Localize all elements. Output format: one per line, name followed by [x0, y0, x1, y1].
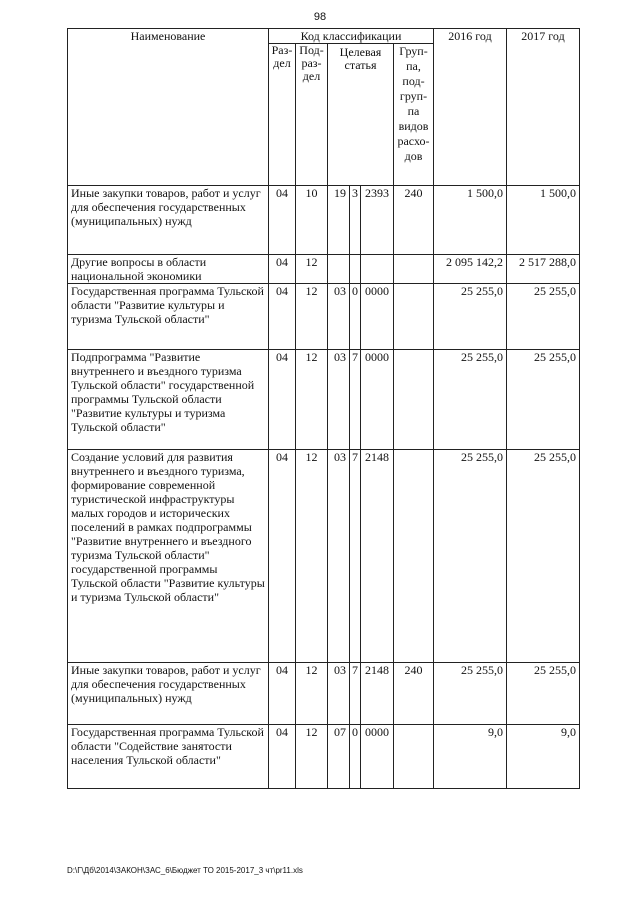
row-expense-group: 240	[394, 663, 434, 725]
row-target-subprogram: 7	[350, 350, 361, 450]
header-target-article: Целевая статья	[328, 44, 394, 186]
row-amount-2017: 25 255,0	[507, 284, 580, 350]
row-section: 04	[269, 255, 296, 284]
table-row	[68, 255, 580, 284]
page-number: 98	[313, 11, 327, 23]
row-expense-group	[394, 725, 434, 789]
header-section: Раз- дел	[269, 44, 296, 186]
row-target-direction	[361, 255, 394, 284]
row-target-subprogram: 0	[350, 284, 361, 350]
row-target-program	[328, 255, 350, 284]
row-amount-2016: 25 255,0	[434, 284, 507, 350]
row-expense-group	[394, 284, 434, 350]
row-amount-2016: 1 500,0	[434, 186, 507, 255]
header-name: Наименование	[68, 29, 269, 186]
row-section: 04	[269, 350, 296, 450]
header-expense-group: Груп- па, под- груп- па видов расхо- дов	[394, 44, 434, 186]
header-year-2017: 2017 год	[507, 29, 580, 186]
table-body	[68, 186, 580, 789]
header-subsection: Под- раз- дел	[296, 44, 328, 186]
row-target-program: 03	[328, 663, 350, 725]
row-name: Другие вопросы в области национальной экономики	[68, 255, 269, 284]
row-amount-2016: 25 255,0	[434, 663, 507, 725]
header-classification: Код классификации	[269, 29, 434, 44]
row-target-direction: 2148	[361, 663, 394, 725]
row-amount-2016: 2 095 142,2	[434, 255, 507, 284]
row-expense-group	[394, 255, 434, 284]
budget-table	[67, 28, 580, 789]
row-target-program: 03	[328, 350, 350, 450]
row-name: Создание условий для развития внутреннего и въездного туризма, формирование современной туристической инфраструктуры малых городов и исторических поселений в рамках подпрограммы "Развитие внутреннего и въездного туризма Тульской области" государственной программы Тульской области "Развитие культуры и туризма Тульской области"	[68, 450, 269, 663]
row-expense-group: 240	[394, 186, 434, 255]
table-row	[68, 725, 580, 789]
row-name: Государственная программа Тульской области "Развитие культуры и туризма Тульской области"	[68, 284, 269, 350]
row-target-direction: 2148	[361, 450, 394, 663]
row-name: Государственная программа Тульской области "Содействие занятости населения Тульской области"	[68, 725, 269, 789]
row-name: Иные закупки товаров, работ и услуг для обеспечения государственных (муниципальных) нужд	[68, 663, 269, 725]
row-subsection: 12	[296, 663, 328, 725]
row-section: 04	[269, 186, 296, 255]
row-target-subprogram: 7	[350, 663, 361, 725]
row-subsection: 12	[296, 255, 328, 284]
row-expense-group	[394, 350, 434, 450]
row-subsection: 12	[296, 725, 328, 789]
row-section: 04	[269, 284, 296, 350]
row-target-direction: 0000	[361, 725, 394, 789]
row-amount-2017: 25 255,0	[507, 450, 580, 663]
row-target-program: 07	[328, 725, 350, 789]
table-row	[68, 450, 580, 663]
row-amount-2017: 2 517 288,0	[507, 255, 580, 284]
row-target-program: 19	[328, 186, 350, 255]
row-target-direction: 0000	[361, 350, 394, 450]
row-target-subprogram	[350, 255, 361, 284]
row-target-subprogram: 3	[350, 186, 361, 255]
table-row	[68, 284, 580, 350]
table-row	[68, 186, 580, 255]
footer-file-path: D:\Г\Дб\2014\ЗАКОН\ЗАС_6\Бюджет ТО 2015-2017_3 чт\pr11.xls	[67, 866, 303, 875]
row-subsection: 12	[296, 284, 328, 350]
row-subsection: 12	[296, 450, 328, 663]
row-amount-2017: 1 500,0	[507, 186, 580, 255]
row-section: 04	[269, 450, 296, 663]
row-amount-2017: 25 255,0	[507, 350, 580, 450]
row-name: Подпрограмма "Развитие внутреннего и въездного туризма Тульской области" государственной программы Тульской области "Развитие культуры и туризма Тульской области"	[68, 350, 269, 450]
row-target-subprogram: 0	[350, 725, 361, 789]
row-amount-2017: 9,0	[507, 725, 580, 789]
row-subsection: 10	[296, 186, 328, 255]
row-target-program: 03	[328, 450, 350, 663]
row-target-subprogram: 7	[350, 450, 361, 663]
row-amount-2016: 25 255,0	[434, 450, 507, 663]
row-name: Иные закупки товаров, работ и услуг для обеспечения государственных (муниципальных) нужд	[68, 186, 269, 255]
table-row	[68, 663, 580, 725]
row-expense-group	[394, 450, 434, 663]
row-target-direction: 0000	[361, 284, 394, 350]
row-section: 04	[269, 725, 296, 789]
row-section: 04	[269, 663, 296, 725]
table-row	[68, 350, 580, 450]
row-amount-2017: 25 255,0	[507, 663, 580, 725]
row-subsection: 12	[296, 350, 328, 450]
row-amount-2016: 25 255,0	[434, 350, 507, 450]
header-year-2016: 2016 год	[434, 29, 507, 186]
row-target-program: 03	[328, 284, 350, 350]
row-target-direction: 2393	[361, 186, 394, 255]
row-amount-2016: 9,0	[434, 725, 507, 789]
